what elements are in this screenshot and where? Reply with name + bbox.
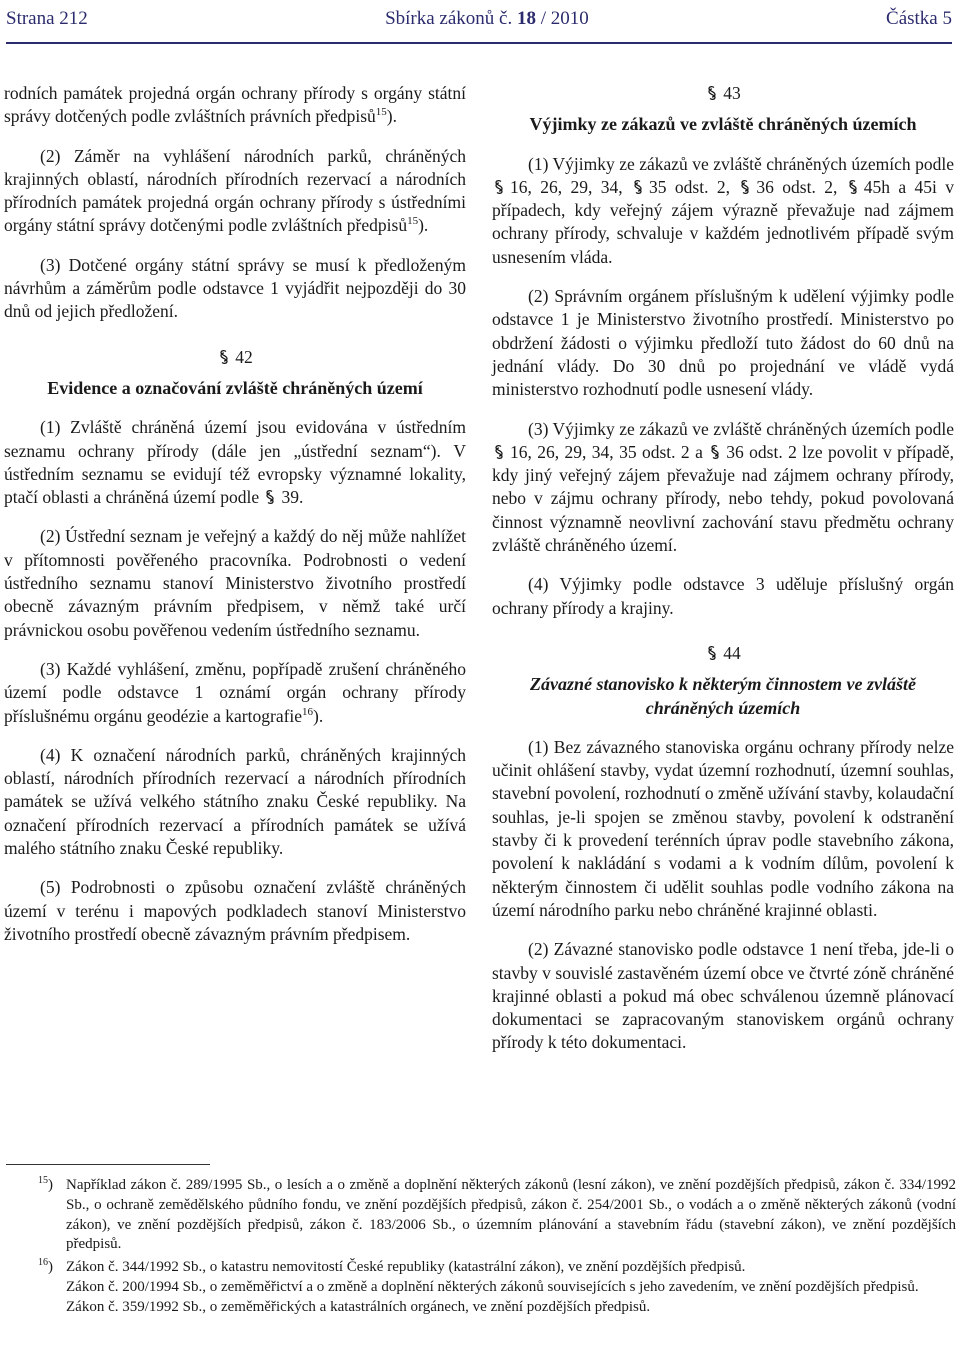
section-sign-icon (492, 179, 506, 195)
paragraph-3: (3) Dotčené orgány státní správy se musí k předloženým návrhům a záměrům podle odstavce 1 vyjádřit nejpozději do 30 dnů od jejich předložení. (4, 254, 466, 322)
footnote-text: Zákon č. 200/1994 Sb., o zeměměřictví a o změně a doplnění některých zákonů souvisejících s jeho zavedením, ve znění pozdějších předpisů. (66, 1278, 919, 1295)
footnote-mark: $^{15}$) (38, 1175, 53, 1193)
footnote-rule (6, 1164, 210, 1165)
paragraph-continuation: rodních památek projedná orgán ochrany přírody s orgány státní správy dotčených podle zvláštních právních předpisů$^{15}$). (4, 83, 466, 127)
footnote-text: Například zákon č. 289/1995 Sb., o lesích a o změně a doplnění některých zákonů (lesní zákon), ve znění pozdějších předpisů, zákon č. 334/1992 Sb., o ochraně zemědělského půdního fondu, ve znění pozdějších předpisů, zákon č. 254/2001 Sb., o vodách a o změně některých zákonů (vodní zákon), ve znění pozdějších předpisů, zákon č. 183/2006 Sb., o územním plánování a stavebním řádu (stavební zákon), ve znění pozdějších předpisů. (66, 1177, 956, 1253)
collection-title: Sbírka zákonů č. 18 / 2010 (385, 8, 589, 29)
section-43-title: Výjimky ze zákazů ve zvláště chráněných územích (529, 114, 917, 135)
section-42-paragraph-2: (2) Ústřední seznam je veřejný a každý do něj může nahlížet v přítomnosti pověřeného pracovníka. Podrobnosti o vedení ústředního seznamu stanoví Ministerstvo životního prostředí obecně závazným právním předpisem, v němž také určí právnickou osobu pověřenou vedením ústředního seznamu. (4, 526, 466, 640)
section-sign-icon (263, 489, 277, 505)
section-42-paragraph-4: (4) K označení národních parků, chráněných krajinných oblastí, národních přírodních rezervací a národních přírodních památek se užívá velkého státního znaku České republiky. Na označení přírodních rezervací a přírodních památek se užívá malého státního znaku České republiky. (4, 744, 466, 859)
page-number: Strana 212 (6, 8, 88, 29)
section-sign-icon (631, 179, 645, 195)
section-42-paragraph-1: (1) Zvláště chráněná území jsou evidována v ústředním seznamu ochrany přírody (dále jen „ústřední seznam“). V ústředním seznamu se evidují též evropsky významné lokality, ptačí oblasti a chráněná území podle 39. (4, 417, 466, 508)
section-42-paragraph-5: (5) Podrobnosti o způsobu označení zvláště chráněných území v terénu i mapových podkladech stanoví Ministerstvo životního prostředí obecně závazným právním předpisem. (4, 877, 466, 944)
left-column (4, 82, 466, 962)
footnote-mark: $^{16}$) (38, 1257, 53, 1276)
section-sign-icon (705, 645, 719, 661)
section-43-number: 43 (492, 82, 954, 105)
section-42-title: Evidence a označování zvláště chráněných území (47, 377, 423, 398)
section-sign-icon (492, 444, 506, 460)
section-44-title: Závazné stanovisko k některým činnostem ve zvláště chráněných územích (530, 674, 916, 718)
paragraph-2: (2) Záměr na vyhlášení národních parků, chráněných krajinných oblastí, národních přírodních rezervací a národních přírodních památek projedná orgán ochrany přírody s ústředními orgány státní správy dotčenými podle zvláštních předpisů$^{15}$). (4, 145, 466, 236)
section-44-paragraph-2: (2) Závazné stanovisko podle odstavce 1 není třeba, jde-li o stavby v souvislé zastavěném území obce ve čtvrté zóně chráněné krajinné oblasti a pokud má obec schválenou územně plánovací dokumentaci se zapracovaným stanoviskem orgánů ochrany přírody k této dokumentaci. (492, 939, 954, 1053)
section-44-number: 44 (492, 642, 954, 665)
section-42-number: 42 (4, 346, 466, 369)
footnotes (6, 1176, 956, 1321)
section-43-paragraph-3: (3) Výjimky ze zákazů ve zvláště chráněných územích podle 16, 26, 29, 34, 35 odst. 2 a 36 odst. 2 lze povolit v případě, kdy jiný veřejný zájem převažuje nad zájmem ochrany přírody, nebo v zájmu ochrany přírody, nebo tehdy, pokud povolovaná činnost významně neovlivní zachování stavu předmětu ochrany zvláště chráněného území. (492, 418, 955, 556)
header-rule (6, 42, 952, 44)
section-sign-icon (846, 179, 860, 195)
collection-number: 18 (516, 8, 536, 29)
section-44-paragraph-1: (1) Bez závazného stanoviska orgánu ochrany přírody nelze učinit ohlášení stavby, vydat územní rozhodnutí, územní souhlas, stavební povolení, rozhodnutí o změně užívání stavby, kolaudační souhlas, je-li spojen se změnou stavby, povolení k odstranění stavby či k provedení terénních úprav podle stavebního zákona, povolení k nakládání s vodami a k vodním dílům, povolení k některým činnostem či udělit souhlas podle vodního zákona na území národního parku nebo chráněné krajinné oblasti. (492, 736, 955, 920)
section-sign-icon (708, 444, 722, 460)
section-43-paragraph-1: (1) Výjimky ze zákazů ve zvláště chráněných územích podle 16, 26, 29, 34, 35 odst. 2, 36 odst. 2, 45h a 45i v případech, kdy veřejný zájem výrazně převažuje nad zájmem ochrany přírody, schvaluje v každém jednotlivém případě svým usnesením vláda. (492, 153, 955, 267)
section-sign-icon (705, 85, 719, 101)
page-header (6, 2, 952, 36)
section-sign-icon (217, 349, 231, 365)
section-sign-icon (738, 179, 752, 195)
footnote-16 (6, 1258, 956, 1317)
footnote-text: Zákon č. 359/1992 Sb., o zeměměřických a katastrálních orgánech, ve znění pozdějších předpisů. (66, 1298, 651, 1315)
footnote-15 (6, 1176, 956, 1255)
section-43-paragraph-2: (2) Správním orgánem příslušným k udělení výjimky podle odstavce 1 je Ministerstvo životního prostředí. Ministerstvo po obdržení žádosti o výjimku předloží tuto žádost do 60 dnů na jednání vlády. Do 30 dnů po projednání ve vládě vydá ministerstvo rozhodnutí podle usnesení vlády. (492, 286, 954, 400)
section-42-paragraph-3: (3) Každé vyhlášení, změnu, popřípadě zrušení chráněného území podle odstavce 1 oznámí orgán ochrany přírody příslušnému orgánu geodézie a kartografie$^{16}$). (4, 658, 466, 726)
right-column (492, 82, 954, 1071)
part-number: Částka 5 (886, 8, 952, 29)
section-43-paragraph-4: (4) Výjimky podle odstavce 3 uděluje příslušný orgán ochrany přírody a krajiny. (492, 574, 954, 618)
footnote-text: Zákon č. 344/1992 Sb., o katastru nemovitostí České republiky (katastrální zákon), ve znění pozdějších předpisů. (66, 1259, 746, 1276)
